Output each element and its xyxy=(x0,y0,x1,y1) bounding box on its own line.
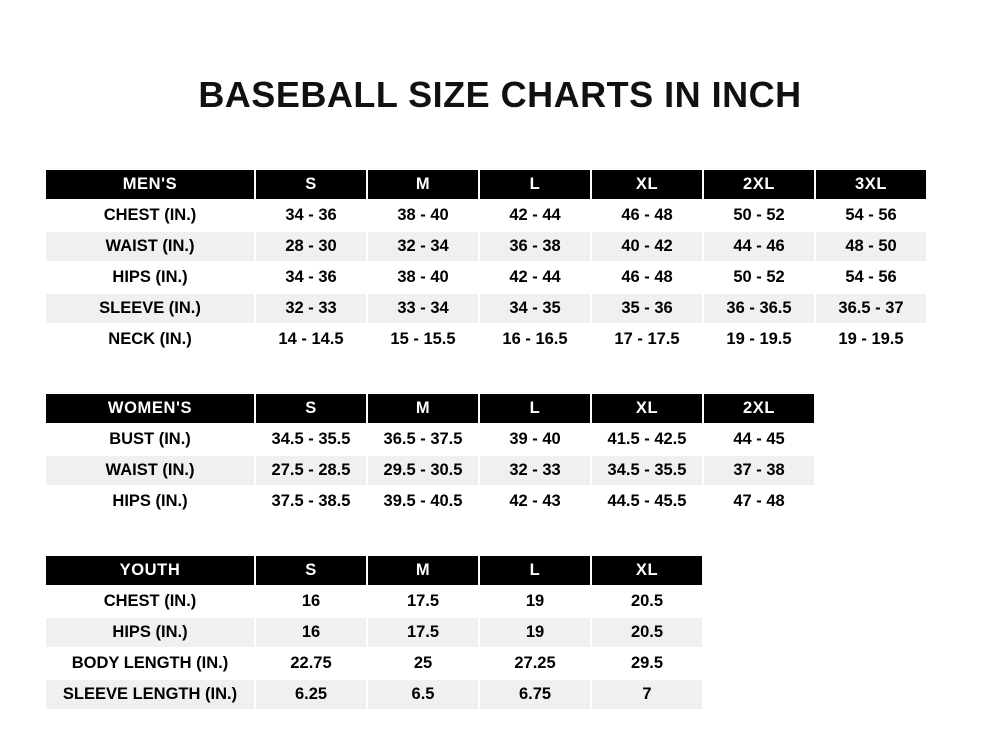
table-cell: 44 - 45 xyxy=(703,424,815,455)
table-cell: 29.5 xyxy=(591,648,703,679)
table-cell: 50 - 52 xyxy=(703,200,815,231)
column-header: XL xyxy=(591,393,703,424)
row-header: WAIST (IN.) xyxy=(45,231,255,262)
table-row xyxy=(45,648,703,679)
column-header: WOMEN'S xyxy=(45,393,255,424)
table-cell: 15 - 15.5 xyxy=(367,324,479,355)
table-cell: 19 - 19.5 xyxy=(703,324,815,355)
table-cell: 44.5 - 45.5 xyxy=(591,486,703,517)
row-header: CHEST (IN.) xyxy=(45,200,255,231)
table-cell: 33 - 34 xyxy=(367,293,479,324)
row-header: SLEEVE LENGTH (IN.) xyxy=(45,679,255,710)
table-cell: 14 - 14.5 xyxy=(255,324,367,355)
table-cell: 40 - 42 xyxy=(591,231,703,262)
table-header-row xyxy=(45,555,703,586)
mens-size-table xyxy=(44,168,928,356)
column-header: M xyxy=(367,555,479,586)
table-cell: 17 - 17.5 xyxy=(591,324,703,355)
table-cell: 36 - 36.5 xyxy=(703,293,815,324)
table-cell: 34 - 36 xyxy=(255,262,367,293)
table-cell: 41.5 - 42.5 xyxy=(591,424,703,455)
table-cell: 42 - 44 xyxy=(479,200,591,231)
column-header: 2XL xyxy=(703,169,815,200)
table-cell: 22.75 xyxy=(255,648,367,679)
row-header: HIPS (IN.) xyxy=(45,617,255,648)
table-cell: 36 - 38 xyxy=(479,231,591,262)
table-row xyxy=(45,200,927,231)
table-cell: 54 - 56 xyxy=(815,200,927,231)
table-row xyxy=(45,231,927,262)
table-header-row xyxy=(45,393,815,424)
table-cell: 47 - 48 xyxy=(703,486,815,517)
row-header: HIPS (IN.) xyxy=(45,486,255,517)
table-cell: 19 xyxy=(479,617,591,648)
table-row xyxy=(45,262,927,293)
table-cell: 6.75 xyxy=(479,679,591,710)
table-cell: 34.5 - 35.5 xyxy=(255,424,367,455)
table-cell: 29.5 - 30.5 xyxy=(367,455,479,486)
table-cell: 39 - 40 xyxy=(479,424,591,455)
column-header: L xyxy=(479,393,591,424)
table-cell: 19 - 19.5 xyxy=(815,324,927,355)
table-cell: 17.5 xyxy=(367,617,479,648)
table-cell: 7 xyxy=(591,679,703,710)
column-header: S xyxy=(255,169,367,200)
row-header: BUST (IN.) xyxy=(45,424,255,455)
column-header: 3XL xyxy=(815,169,927,200)
table-cell: 28 - 30 xyxy=(255,231,367,262)
row-header: WAIST (IN.) xyxy=(45,455,255,486)
size-tables-container xyxy=(0,168,1000,711)
table-cell: 46 - 48 xyxy=(591,200,703,231)
table-cell: 34.5 - 35.5 xyxy=(591,455,703,486)
table-row xyxy=(45,324,927,355)
table-row xyxy=(45,617,703,648)
column-header: L xyxy=(479,555,591,586)
table-cell: 34 - 36 xyxy=(255,200,367,231)
column-header: L xyxy=(479,169,591,200)
table-cell: 20.5 xyxy=(591,586,703,617)
table-cell: 42 - 43 xyxy=(479,486,591,517)
table-cell: 35 - 36 xyxy=(591,293,703,324)
table-cell: 34 - 35 xyxy=(479,293,591,324)
row-header: BODY LENGTH (IN.) xyxy=(45,648,255,679)
table-cell: 38 - 40 xyxy=(367,200,479,231)
table-cell: 37 - 38 xyxy=(703,455,815,486)
row-header: NECK (IN.) xyxy=(45,324,255,355)
table-cell: 44 - 46 xyxy=(703,231,815,262)
table-row xyxy=(45,455,815,486)
table-cell: 6.5 xyxy=(367,679,479,710)
column-header: M xyxy=(367,169,479,200)
column-header: XL xyxy=(591,169,703,200)
table-cell: 39.5 - 40.5 xyxy=(367,486,479,517)
table-cell: 17.5 xyxy=(367,586,479,617)
column-header: 2XL xyxy=(703,393,815,424)
table-cell: 36.5 - 37.5 xyxy=(367,424,479,455)
table-cell: 16 xyxy=(255,617,367,648)
column-header: S xyxy=(255,555,367,586)
womens-size-table xyxy=(44,392,816,518)
table-row xyxy=(45,586,703,617)
table-cell: 38 - 40 xyxy=(367,262,479,293)
table-cell: 27.5 - 28.5 xyxy=(255,455,367,486)
table-row xyxy=(45,424,815,455)
table-cell: 54 - 56 xyxy=(815,262,927,293)
column-header: S xyxy=(255,393,367,424)
page-title: BASEBALL SIZE CHARTS IN INCH xyxy=(198,74,802,115)
table-cell: 46 - 48 xyxy=(591,262,703,293)
table-row xyxy=(45,486,815,517)
column-header: M xyxy=(367,393,479,424)
column-header: YOUTH xyxy=(45,555,255,586)
table-row xyxy=(45,293,927,324)
table-cell: 16 xyxy=(255,586,367,617)
table-cell: 19 xyxy=(479,586,591,617)
table-cell: 42 - 44 xyxy=(479,262,591,293)
table-cell: 16 - 16.5 xyxy=(479,324,591,355)
table-row xyxy=(45,679,703,710)
table-cell: 50 - 52 xyxy=(703,262,815,293)
table-cell: 20.5 xyxy=(591,617,703,648)
table-cell: 32 - 34 xyxy=(367,231,479,262)
table-header-row xyxy=(45,169,927,200)
youth-size-table xyxy=(44,554,704,711)
column-header: MEN'S xyxy=(45,169,255,200)
row-header: HIPS (IN.) xyxy=(45,262,255,293)
table-cell: 36.5 - 37 xyxy=(815,293,927,324)
table-cell: 27.25 xyxy=(479,648,591,679)
row-header: CHEST (IN.) xyxy=(45,586,255,617)
table-cell: 48 - 50 xyxy=(815,231,927,262)
column-header: XL xyxy=(591,555,703,586)
table-cell: 6.25 xyxy=(255,679,367,710)
table-cell: 32 - 33 xyxy=(255,293,367,324)
table-cell: 32 - 33 xyxy=(479,455,591,486)
table-cell: 25 xyxy=(367,648,479,679)
table-cell: 37.5 - 38.5 xyxy=(255,486,367,517)
row-header: SLEEVE (IN.) xyxy=(45,293,255,324)
